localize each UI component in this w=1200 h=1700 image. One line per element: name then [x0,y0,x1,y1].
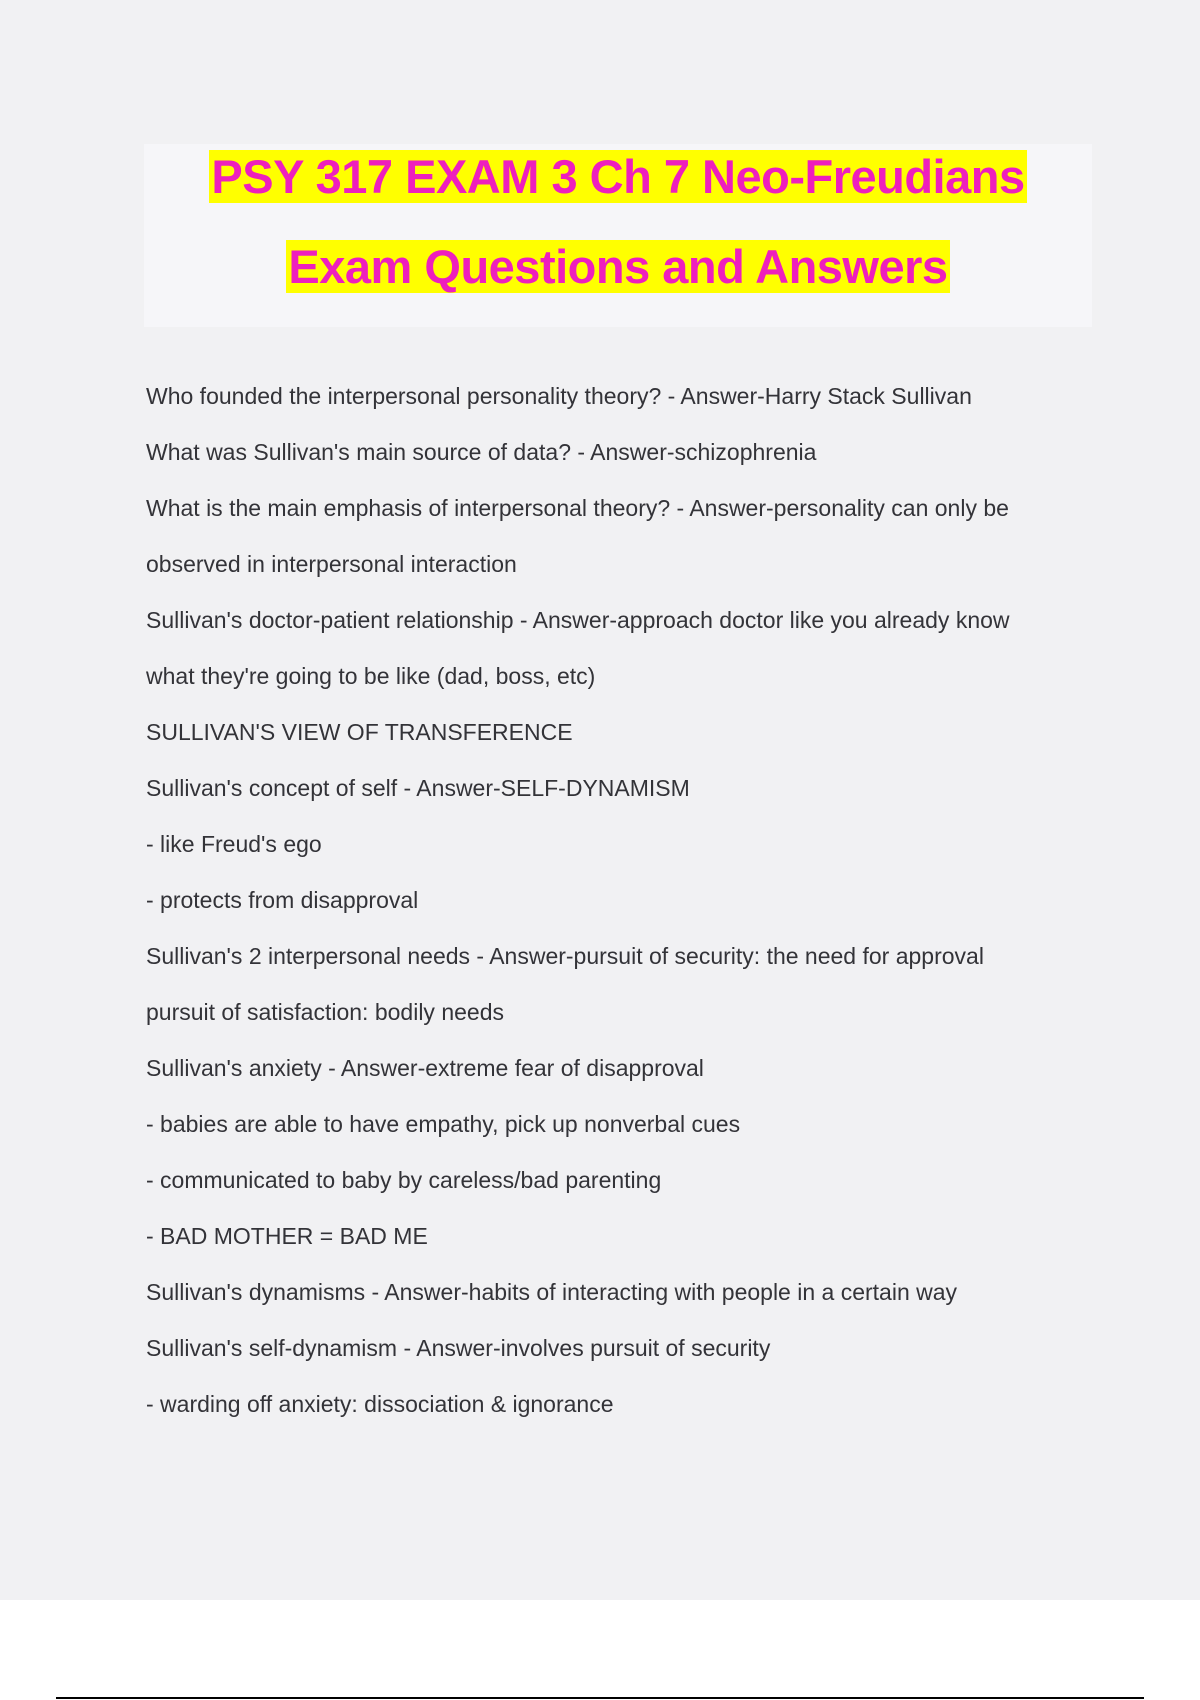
text-line: Sullivan's concept of self - Answer-SELF-DYNAMISM [146,775,690,801]
question-answer-list [146,368,1096,1432]
footer-rule [56,1697,1144,1699]
text-line: - warding off anxiety: dissociation & ignorance [146,1391,614,1417]
text-line: observed in interpersonal interaction [146,551,517,577]
text-line: - communicated to baby by careless/bad parenting [146,1167,662,1193]
text-line: SULLIVAN'S VIEW OF TRANSFERENCE [146,719,573,745]
text-line: What was Sullivan's main source of data? - Answer-schizophrenia [146,439,817,465]
text-line: pursuit of satisfaction: bodily needs [146,999,504,1025]
text-line: - babies are able to have empathy, pick up nonverbal cues [146,1111,741,1137]
text-line: Who founded the interpersonal personality theory? - Answer-Harry Stack Sullivan [146,383,972,409]
title-line-1-text: PSY 317 EXAM 3 Ch 7 Neo-Freudians [211,150,1025,203]
text-line: Sullivan's 2 interpersonal needs - Answer-pursuit of security: the need for approval [146,943,984,969]
title-line-1 [144,147,1092,207]
text-line: Sullivan's doctor-patient relationship - Answer-approach doctor like you already know [146,607,1010,633]
text-line: what they're going to be like (dad, boss, etc) [146,663,596,689]
text-line: - BAD MOTHER = BAD ME [146,1223,428,1249]
text-line: Sullivan's dynamisms - Answer-habits of interacting with people in a certain way [146,1279,958,1305]
text-line: Sullivan's anxiety - Answer-extreme fear of disapproval [146,1055,704,1081]
text-line: - protects from disapproval [146,887,419,913]
text-line: Sullivan's self-dynamism - Answer-involves pursuit of security [146,1335,771,1361]
text-line: What is the main emphasis of interpersonal theory? - Answer-personality can only be [146,495,1009,521]
text-line: - like Freud's ego [146,831,322,857]
title-line-2-text: Exam Questions and Answers [288,240,948,293]
title-line-2 [144,237,1092,297]
